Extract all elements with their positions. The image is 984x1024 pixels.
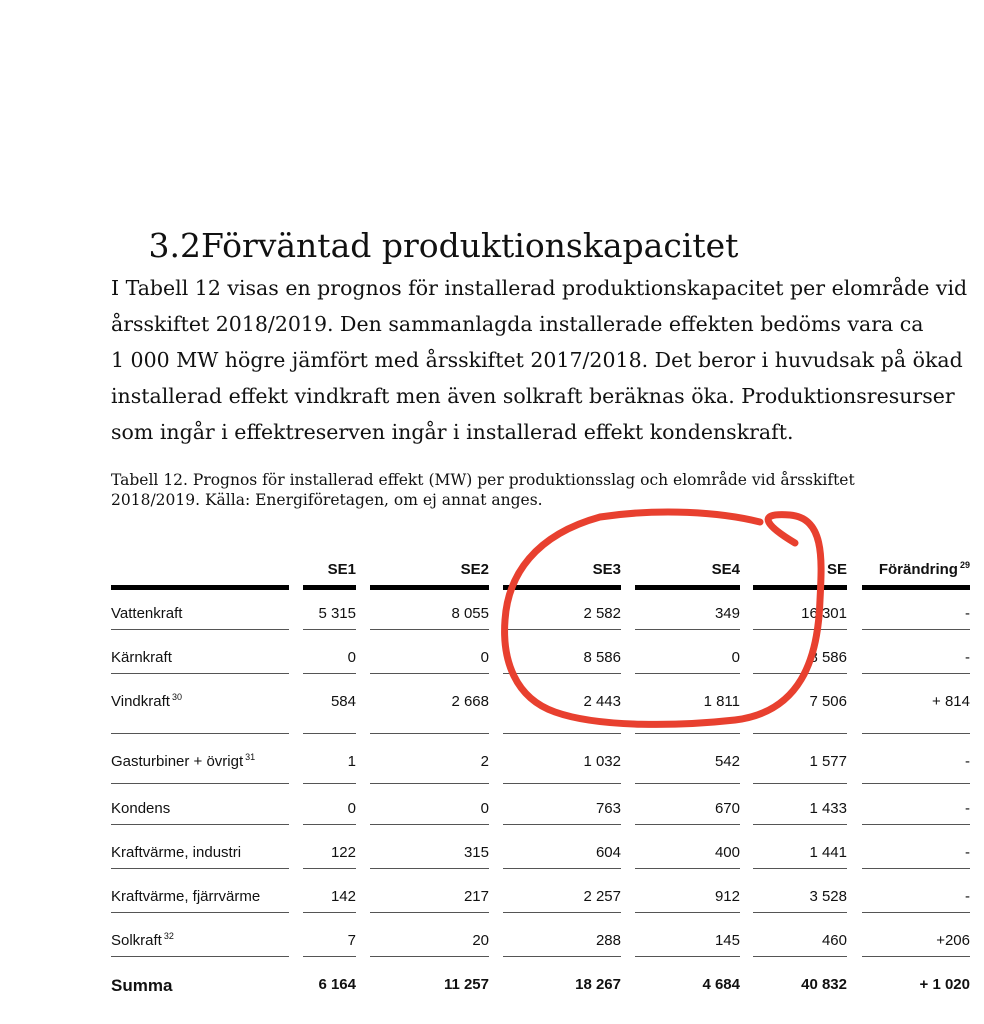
row-rule — [862, 956, 970, 957]
table-caption — [111, 470, 971, 510]
row-rule — [370, 783, 489, 784]
table-cell: 0 — [480, 800, 489, 817]
header-rule — [111, 585, 289, 590]
paragraph-line: årsskiftet 2018/2019. Den sammanlagda installerade effekten bedöms vara ca — [111, 312, 924, 336]
table-cell: 460 — [821, 932, 847, 949]
table-cell: 1 441 — [809, 844, 847, 861]
table-cell: 604 — [595, 844, 621, 861]
row-rule — [111, 824, 289, 825]
row-label-text: Kraftvärme, fjärrvärme — [111, 888, 261, 905]
row-rule — [862, 673, 970, 674]
table-cell: 0 — [347, 649, 356, 666]
row-rule — [303, 824, 356, 825]
table-cell: 8 586 — [583, 649, 621, 666]
table-cell: 1 811 — [703, 693, 740, 710]
table-cell: 670 — [714, 800, 740, 817]
table-cell: 0 — [731, 649, 740, 666]
footnote-ref: 31 — [245, 752, 256, 762]
row-label — [111, 888, 289, 905]
row-rule — [635, 783, 740, 784]
row-label — [111, 844, 289, 861]
row-rule — [303, 673, 356, 674]
row-rule — [503, 733, 621, 734]
row-rule — [503, 783, 621, 784]
row-rule — [753, 673, 847, 674]
footnote-ref: 30 — [171, 692, 182, 702]
table-cell: - — [965, 753, 970, 770]
row-rule — [303, 783, 356, 784]
row-label — [111, 753, 289, 770]
row-rule — [635, 868, 740, 869]
table-cell: 912 — [714, 888, 740, 905]
header-rule — [503, 585, 621, 590]
table-cell: 16 301 — [801, 605, 847, 622]
row-rule — [370, 733, 489, 734]
row-label — [111, 800, 289, 817]
section-title: Förväntad produktionskapacitet — [201, 226, 739, 265]
row-rule — [303, 733, 356, 734]
table-cell: 1 577 — [809, 753, 847, 770]
table-cell: - — [965, 800, 970, 817]
row-rule — [111, 733, 289, 734]
row-label-text: Kärnkraft — [111, 649, 172, 666]
row-rule — [503, 629, 621, 630]
row-rule — [753, 733, 847, 734]
table-cell: 2 443 — [583, 693, 621, 710]
column-header — [503, 561, 621, 578]
table-cell: 217 — [463, 888, 489, 905]
header-rule — [370, 585, 489, 590]
row-label-text: Kondens — [111, 800, 171, 817]
column-header-label: SE4 — [711, 561, 740, 578]
table-cell: 0 — [347, 800, 356, 817]
column-header-label: SE — [826, 561, 847, 578]
row-rule — [635, 956, 740, 957]
body-paragraph — [111, 270, 983, 450]
row-label — [111, 649, 289, 666]
table-cell: 2 582 — [583, 605, 621, 622]
row-rule — [111, 783, 289, 784]
row-rule — [862, 912, 970, 913]
row-label-text: Vindkraft — [111, 693, 170, 710]
row-rule — [753, 824, 847, 825]
table-cell: 145 — [714, 932, 740, 949]
table-cell: 1 433 — [809, 800, 847, 817]
table-cell: 5 315 — [318, 605, 356, 622]
table-cell: 1 032 — [583, 753, 621, 770]
row-rule — [503, 824, 621, 825]
table-cell: 20 — [472, 932, 489, 949]
row-rule — [303, 956, 356, 957]
row-rule — [635, 673, 740, 674]
column-header — [635, 561, 740, 578]
row-rule — [503, 868, 621, 869]
table-cell: 288 — [595, 932, 621, 949]
table-cell: 3 528 — [809, 888, 847, 905]
row-rule — [753, 912, 847, 913]
row-rule — [753, 956, 847, 957]
row-rule — [635, 824, 740, 825]
table-cell: - — [965, 605, 970, 622]
row-rule — [503, 912, 621, 913]
column-header — [862, 561, 970, 578]
paragraph-line: som ingår i effektreserven ingår i installerad effekt kondenskraft. — [111, 420, 794, 444]
row-rule — [303, 629, 356, 630]
row-label — [111, 605, 289, 622]
row-label-text: Gasturbiner + övrigt — [111, 753, 244, 770]
row-rule — [111, 956, 289, 957]
row-label — [111, 932, 289, 949]
table-cell: 0 — [480, 649, 489, 666]
column-header-label: SE2 — [460, 561, 489, 578]
table-cell: 584 — [330, 693, 356, 710]
table-cell: 122 — [330, 844, 356, 861]
header-rule — [862, 585, 970, 590]
table-cell: 142 — [330, 888, 356, 905]
row-rule — [503, 673, 621, 674]
caption-line: Tabell 12. Prognos för installerad effekt (MW) per produktionsslag och elområde vid årsskiftet — [111, 471, 855, 489]
row-rule — [111, 912, 289, 913]
row-label-text: Vattenkraft — [111, 605, 183, 622]
row-rule — [303, 912, 356, 913]
column-header-label: SE3 — [592, 561, 621, 578]
row-rule — [635, 912, 740, 913]
row-rule — [370, 629, 489, 630]
row-label-text: Solkraft — [111, 932, 162, 949]
row-rule — [862, 733, 970, 734]
total-cell: + 1 020 — [919, 976, 970, 993]
total-cell: 6 164 — [318, 976, 356, 993]
row-rule — [111, 868, 289, 869]
section-number: 3.2 — [148, 226, 201, 265]
row-label-text: Kraftvärme, industri — [111, 844, 242, 861]
table-cell: 315 — [463, 844, 489, 861]
row-rule — [635, 733, 740, 734]
row-rule — [370, 673, 489, 674]
row-rule — [862, 868, 970, 869]
column-header-label: Förändring — [878, 561, 958, 578]
paragraph-line: 1 000 MW högre jämfört med årsskiftet 2017/2018. Det beror i huvudsak på ökad — [111, 348, 963, 372]
section-heading — [111, 226, 738, 265]
table-cell: 349 — [714, 605, 740, 622]
column-header — [370, 561, 489, 578]
header-rule — [303, 585, 356, 590]
column-header-label: SE1 — [327, 561, 356, 578]
row-rule — [370, 912, 489, 913]
total-cell: 18 267 — [575, 976, 621, 993]
paragraph-line: installerad effekt vindkraft men även solkraft beräknas öka. Produktionsresurser — [111, 384, 955, 408]
row-label — [111, 693, 289, 710]
total-cell: 40 832 — [801, 976, 847, 993]
row-rule — [303, 868, 356, 869]
row-rule — [370, 824, 489, 825]
row-rule — [111, 629, 289, 630]
row-rule — [503, 956, 621, 957]
row-rule — [370, 868, 489, 869]
paragraph-line: I Tabell 12 visas en prognos för installerad produktionskapacitet per elområde vid — [111, 276, 968, 300]
footnote-ref: 29 — [959, 560, 970, 570]
column-header — [303, 561, 356, 578]
row-rule — [862, 629, 970, 630]
table-cell: 8 586 — [809, 649, 847, 666]
table-cell: +206 — [936, 932, 970, 949]
table-cell: 2 257 — [583, 888, 621, 905]
row-rule — [862, 824, 970, 825]
footnote-ref: 32 — [163, 931, 174, 941]
table-cell: - — [965, 888, 970, 905]
row-rule — [862, 783, 970, 784]
caption-line: 2018/2019. Källa: Energiföretagen, om ej annat anges. — [111, 491, 543, 509]
table-cell: 400 — [714, 844, 740, 861]
table-cell: 542 — [714, 753, 740, 770]
column-header — [753, 561, 847, 578]
table-cell: 763 — [595, 800, 621, 817]
row-rule — [111, 673, 289, 674]
row-rule — [753, 783, 847, 784]
table-cell: 2 668 — [451, 693, 489, 710]
row-rule — [635, 629, 740, 630]
table-cell: - — [965, 844, 970, 861]
row-rule — [753, 868, 847, 869]
row-rule — [370, 956, 489, 957]
table-cell: 1 — [347, 753, 356, 770]
table-cell: 7 506 — [809, 693, 847, 710]
table-cell: 8 055 — [451, 605, 489, 622]
total-cell: 11 257 — [443, 976, 489, 993]
total-label: Summa — [111, 976, 173, 995]
table-cell: + 814 — [932, 693, 970, 710]
header-rule — [753, 585, 847, 590]
row-rule — [753, 629, 847, 630]
table-cell: 7 — [347, 932, 356, 949]
table-cell: - — [965, 649, 970, 666]
header-rule — [635, 585, 740, 590]
total-cell: 4 684 — [702, 976, 740, 993]
table-cell: 2 — [480, 753, 489, 770]
